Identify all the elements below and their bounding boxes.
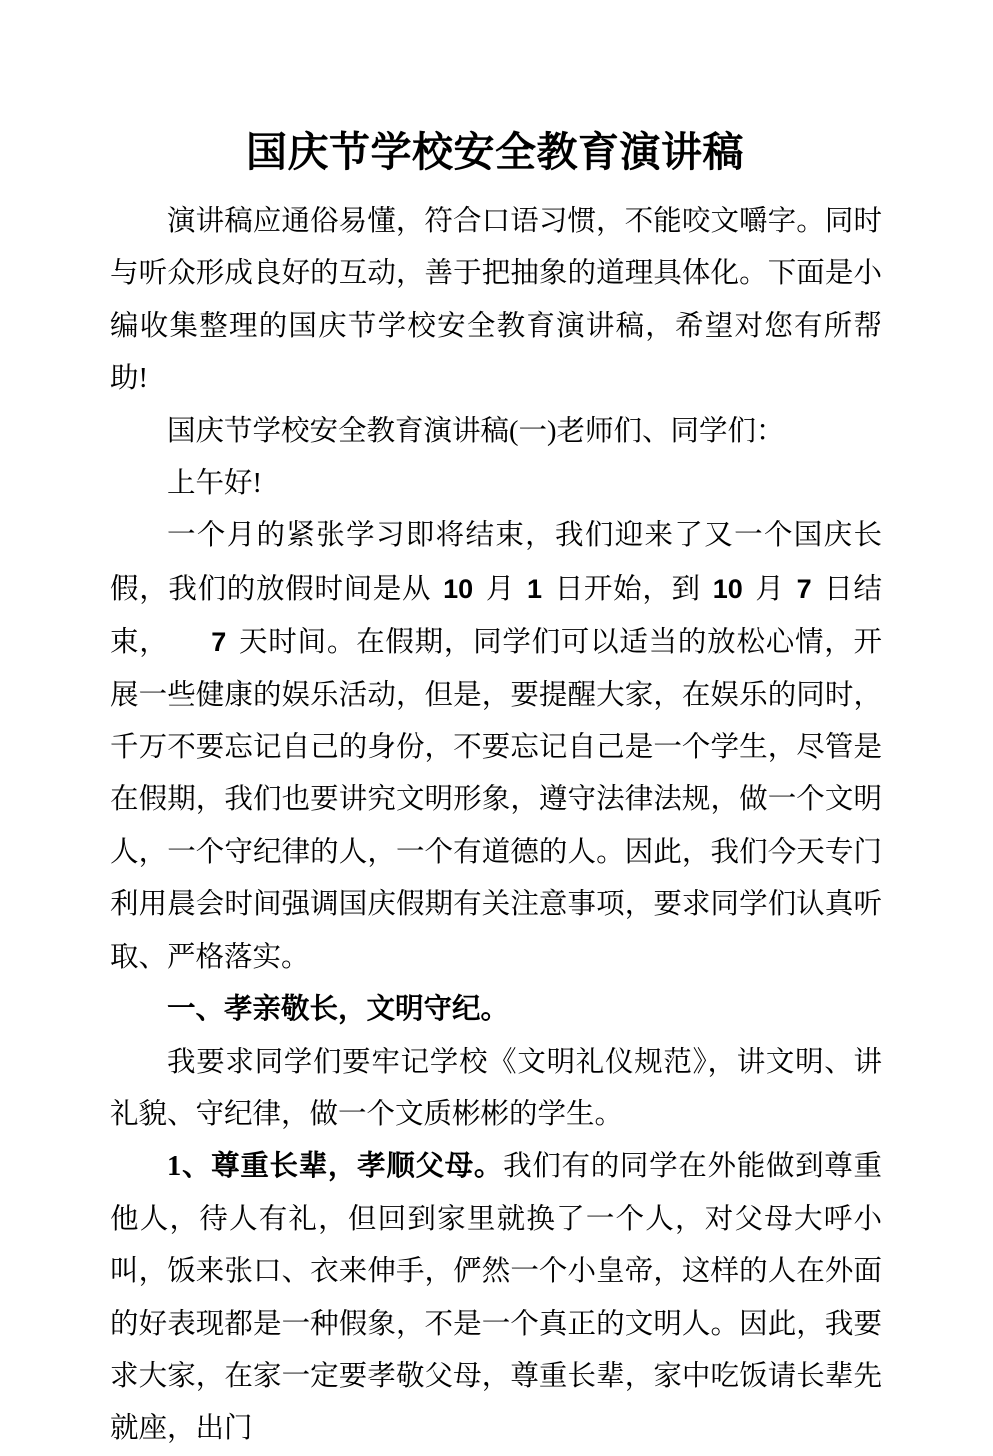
page-title-text: 国庆节学校安全教育演讲稿 (246, 129, 744, 175)
holiday-start-month: 10 (443, 573, 474, 604)
holiday-end-day: 7 (796, 573, 812, 604)
paragraph-greeting (110, 458, 882, 510)
paragraph-greeting-text: 上午好! (167, 468, 262, 500)
paragraph-intro-text: 演讲稿应通俗易懂，符合口语习惯，不能咬文嚼字。同时与听众形成良好的互动，善于把抽象的道理具体化。下面是小编收集整理的国庆节学校安全教育演讲稿，希望对您有所帮助! (110, 206, 882, 395)
item-1-body-text: 我们有的同学在外能做到尊重他人，待人有礼，但回到家里就换了一个人，对父母大呼小叫，饭来张口、衣来伸手，俨然一个小皇帝，这样的人在外面的好表现都是一种假象，不是一个真正的文明人。因此，我要求大家，在家一定要孝敬父母，尊重长辈，家中吃饭请长辈先就座，出门 (110, 1151, 882, 1445)
item-1-lead-text: 1、尊重长辈，孝顺父母。 (167, 1151, 504, 1183)
document-body (110, 196, 882, 1456)
paragraph-intro (110, 196, 882, 406)
holiday-notice-part-a: 一个月的紧张学习即将结束，我们迎来了又一个国庆长假，我们的放假时间是从 (110, 520, 882, 605)
paragraph-item-1 (110, 1141, 882, 1455)
paragraph-section-1-heading (110, 984, 882, 1036)
holiday-total-days: 7 (211, 627, 227, 658)
paragraph-section-1-body (110, 1037, 882, 1142)
holiday-start-day: 1 (527, 573, 543, 604)
section-1-body-text: 我要求同学们要牢记学校《文明礼仪规范》，讲文明、讲礼貌、守纪律，做一个文质彬彬的学生。 (110, 1046, 882, 1130)
holiday-notice-part-d: 月 (754, 573, 785, 605)
holiday-notice-part-b: 月 (485, 573, 516, 605)
section-1-heading-text: 一、孝亲敬长，文明守纪。 (167, 994, 510, 1026)
holiday-notice-part-e: 日结束， (110, 573, 882, 659)
paragraph-salutation (110, 406, 882, 458)
paragraph-salutation-text: 国庆节学校安全教育演讲稿(一)老师们、同学们： (167, 415, 785, 447)
holiday-end-month: 10 (712, 573, 743, 604)
paragraph-holiday-notice (110, 510, 882, 984)
holiday-notice-part-c: 日开始，到 (554, 573, 701, 605)
holiday-notice-part-f: 天时间。在假期，同学们可以适当的放松心情，开展一些健康的娱乐活动，但是，要提醒大家，在娱乐的同时，千万不要忘记自己的身份，不要忘记自己是一个学生，尽管是在假期，我们也要讲究文明形象，遵守法律法规，做一个文明人，一个守纪律的人，一个有道德的人。因此，我们今天专门利用晨会时间强调国庆假期有关注意事项，要求同学们认真听取、严格落实。 (110, 627, 882, 973)
page-title (110, 126, 880, 178)
